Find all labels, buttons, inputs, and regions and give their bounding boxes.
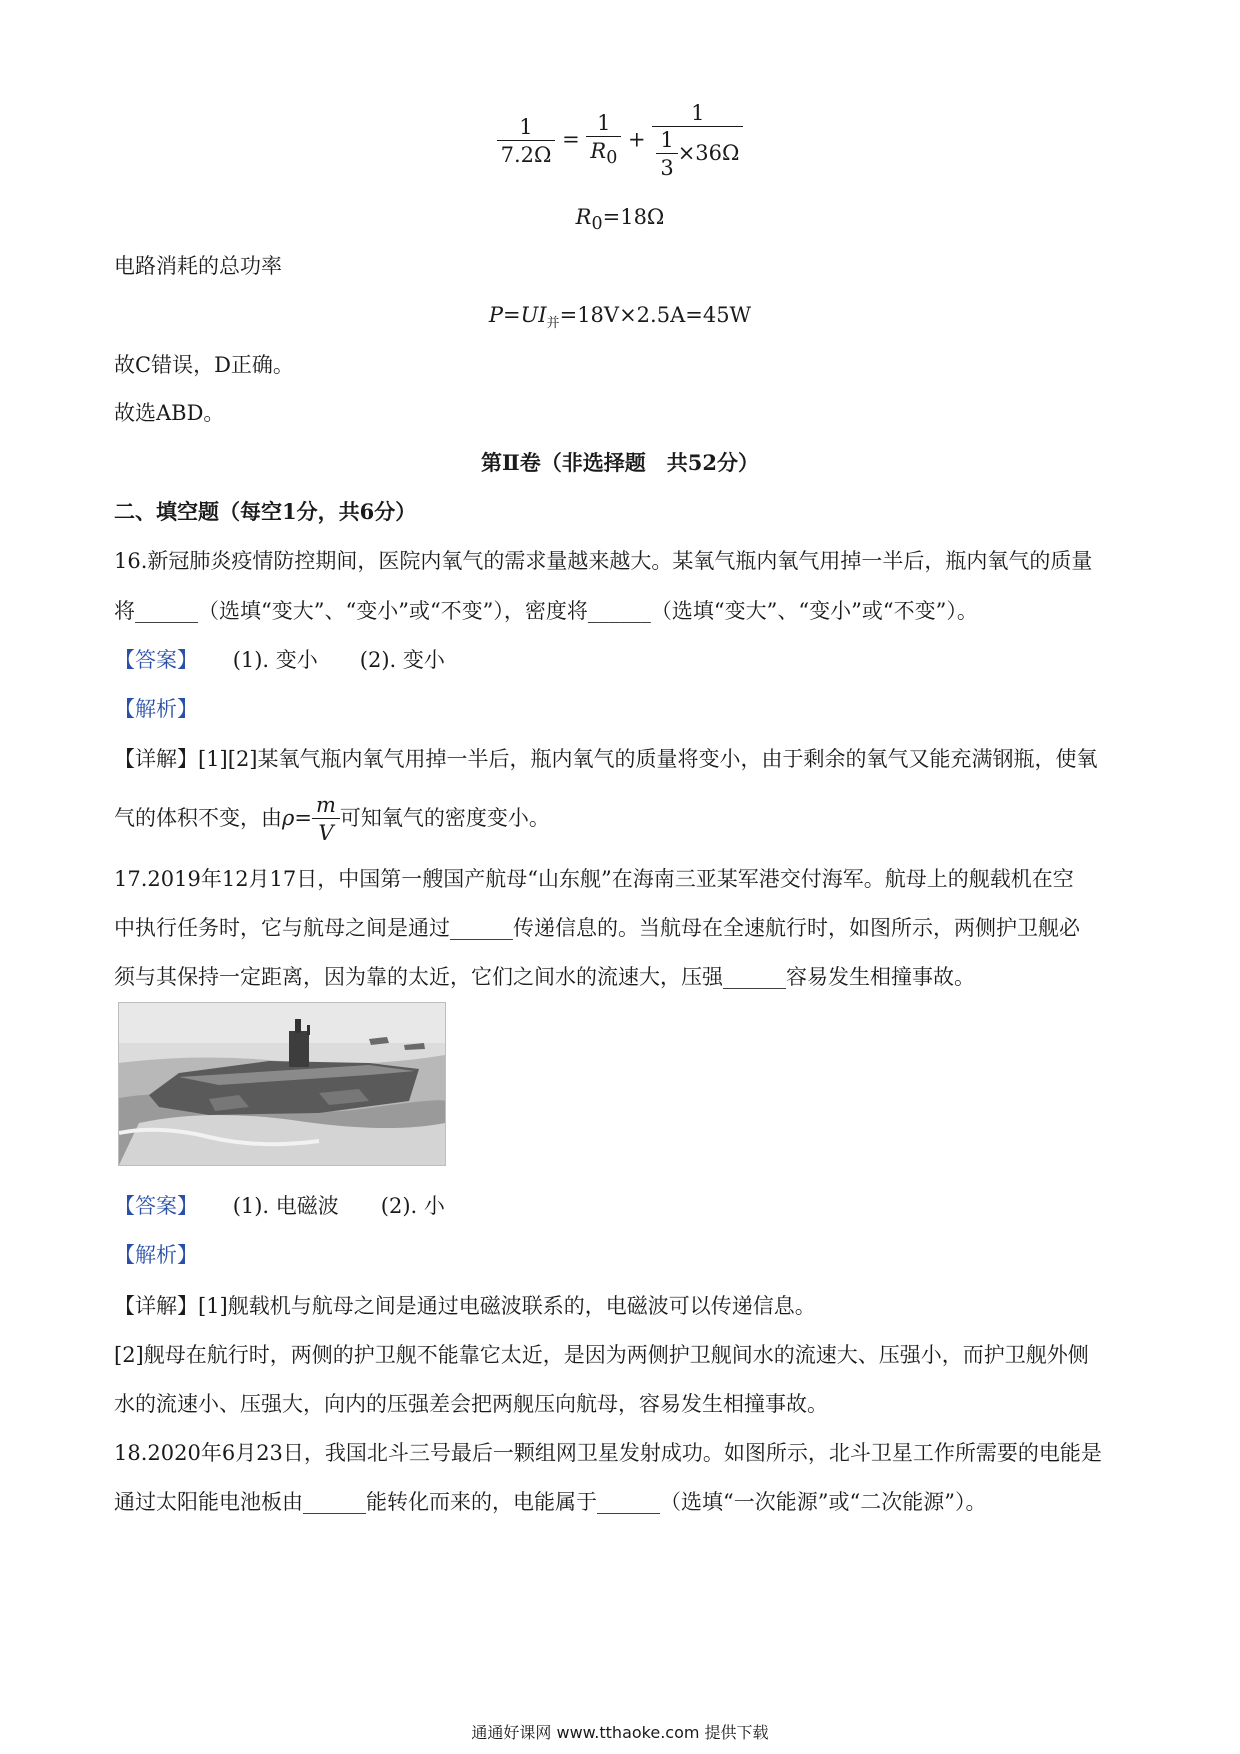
term2-denominator	[652, 127, 743, 182]
q18-line1: 18.2020年6月23日，我国北斗三号最后一颗组网卫星发射成功。如图所示，北斗卫星工作所需要的电能是	[114, 1441, 1102, 1465]
detail-text-b: 可知氧气的密度变小。	[339, 806, 550, 830]
c-wrong-line: 故C错误，D正确。	[114, 353, 294, 377]
q16-line1: 16.新冠肺炎疫情防控期间，医院内氧气的需求量越来越大。某氧气瓶内氧气用掉一半后，瓶内氧气的质量	[114, 549, 1093, 573]
q18-line2: 通过太阳能电池板由______能转化而来的，电能属于______（选填“一次能源”或“二次能源”）。	[114, 1490, 987, 1514]
lhs-denominator: 7.2Ω	[500, 142, 552, 167]
q17-line2: 中执行任务时，它与航母之间是通过______传递信息的。当航母在全速航行时，如图所示，两侧护卫舰必	[114, 916, 1080, 940]
q16-line2: 将______（选填“变大”、“变小”或“不变”），密度将______（选填“变大”、“变小”或“不变”）。	[114, 599, 978, 623]
q17-answer	[114, 1191, 445, 1221]
formula-term2-fraction	[652, 100, 743, 182]
r0-symbol: R	[575, 205, 592, 229]
page-footer: 通通好课网 www.tthaoke.com 提供下载	[471, 1723, 769, 1742]
power-ui: =UI	[502, 303, 547, 327]
formula-lhs-fraction	[497, 114, 556, 169]
detail-text-a: 气的体积不变，由	[114, 806, 282, 830]
r-symbol: R	[590, 138, 607, 163]
plus-sign: +	[628, 127, 646, 152]
q17-analysis-tag: 【解析】	[114, 1243, 198, 1267]
answer-text: (1). 变小 (2). 变小	[232, 648, 445, 672]
term2-numerator: 1	[652, 100, 743, 127]
inner-denominator: 3	[660, 156, 674, 180]
power-subscript: 并	[546, 316, 560, 332]
answer-text: (1). 电磁波 (2). 小	[232, 1194, 445, 1218]
term1-denominator	[586, 137, 621, 172]
choose-line: 故选ABD。	[114, 401, 225, 425]
answer-tag: 【答案】	[114, 1194, 198, 1218]
total-power-intro: 电路消耗的总功率	[114, 254, 282, 278]
q17-detail2-line2: 水的流速小、压强大，向内的压强差会把两舰压向航母，容易发生相撞事故。	[114, 1392, 828, 1416]
r-subscript: 0	[606, 148, 618, 169]
r0-result	[0, 202, 1240, 239]
carrier-illustration	[119, 1003, 445, 1165]
r0-subscript: 0	[591, 214, 603, 235]
equals-sign: =	[562, 127, 580, 152]
inner-numerator: 1	[656, 127, 677, 154]
q17-line3: 须与其保持一定距离，因为靠的太近，它们之间水的流速大，压强______容易发生相撞事故。	[114, 965, 975, 989]
part-fill-title: 二、填空题（每空1分，共6分）	[114, 499, 417, 524]
power-formula	[0, 300, 1240, 339]
section2-title: 第Ⅱ卷（非选择题 共52分）	[481, 450, 759, 475]
formula-term1-fraction	[586, 110, 621, 172]
q16-detail-line1: 【详解】[1][2]某氧气瓶内氧气用掉一半后，瓶内氧气的质量将变小，由于剩余的氧气又能充满钢瓶，使氧	[114, 747, 1098, 771]
aircraft-carrier-photo	[118, 1002, 446, 1166]
r0-value: =18Ω	[602, 205, 665, 229]
resistance-formula	[0, 100, 1240, 182]
rho-symbol: ρ=	[282, 806, 312, 830]
term1-numerator: 1	[586, 110, 621, 137]
q16-answer	[114, 645, 445, 675]
lhs-numerator: 1	[497, 114, 556, 141]
density-fraction	[312, 792, 340, 847]
volume-symbol: V	[318, 821, 334, 845]
q17-line1: 17.2019年12月17日，中国第一艘国产航母“山东舰”在海南三亚某军港交付海军。航母上的舰载机在空	[114, 867, 1074, 891]
term2-inner-fraction	[656, 127, 677, 182]
q16-analysis-tag: 【解析】	[114, 697, 198, 721]
term2-denominator-rest: ×36Ω	[677, 141, 740, 165]
power-symbol: P	[488, 303, 503, 327]
mass-symbol: m	[312, 792, 340, 819]
q17-detail2-line1: [2]舰母在航行时，两侧的护卫舰不能靠它太近，是因为两侧护卫舰间水的流速大、压强小，而护卫舰外侧	[114, 1343, 1089, 1367]
power-value: =18V×2.5A=45W	[559, 303, 752, 327]
answer-tag: 【答案】	[114, 648, 198, 672]
q16-detail-line2	[114, 792, 550, 847]
q17-detail1: 【详解】[1]舰载机与航母之间是通过电磁波联系的，电磁波可以传递信息。	[114, 1294, 816, 1318]
